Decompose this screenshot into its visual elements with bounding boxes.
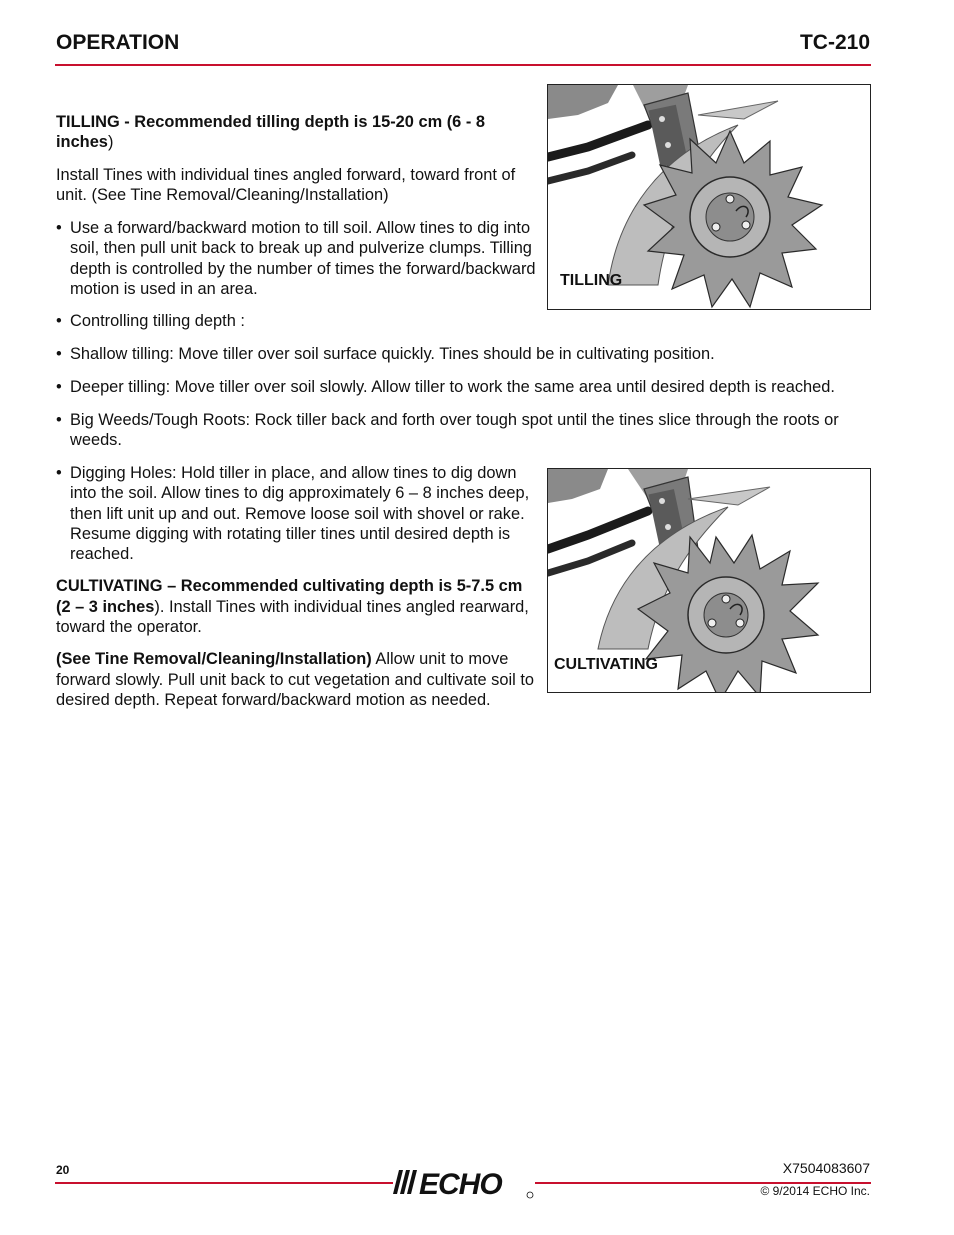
cultivating-caption: CULTIVATING [554, 656, 658, 673]
model-number: TC-210 [799, 31, 870, 54]
cultivating-note: (See Tine Removal/Cleaning/Installation) Allow unit to move forward slowly. Pull unit back to cut vegetation and cultivate soil to desired depth. Repeat forward/backward motion as needed. [56, 650, 535, 709]
copyright: © 9/2014 ECHO Inc. [760, 1184, 870, 1198]
cultivating-figure [547, 468, 871, 693]
header-rule [55, 64, 871, 66]
tilling-bullet-holes: • Digging Holes: Hold tiller in place, and allow tines to dig down into the soil. Allow tines to dig approximately 6 – 8 inches deep, then lift unit up and out. Remove loose soil with shovel or rake. Resume digging with rotating tiller tines until desired depth is reached. [56, 463, 538, 564]
tilling-figure [547, 84, 871, 310]
page-number: 20 [56, 1163, 70, 1177]
tilling-bullet-depth: • Controlling tilling depth : [56, 311, 538, 331]
echo-logo [393, 1166, 535, 1200]
depth-bullets [56, 344, 872, 450]
tilling-intro: Install Tines with individual tines angled forward, toward front of unit. (See Tine Removal/Cleaning/Installation) [56, 165, 516, 204]
cultivating-section [56, 463, 538, 710]
section-title: OPERATION [56, 31, 180, 54]
tilling-heading: TILLING - Recommended tilling depth is 15-20 cm (6 - 8 inches) [56, 113, 485, 152]
footer-rule-left [55, 1182, 393, 1184]
tilling-bullet-deeper: • Deeper tilling: Move tiller over soil slowly. Allow tiller to work the same area until desired depth is reached. [56, 377, 872, 397]
logo-wordmark: ECHO [419, 1168, 502, 1200]
tilling-caption: TILLING [560, 272, 623, 289]
part-number: X7504083607 [782, 1160, 870, 1176]
tilling-bullet-weeds: • Big Weeds/Tough Roots: Rock tiller back and forth over tough spot until the tines slice through the roots or weeds. [56, 410, 878, 451]
tilling-bullet-shallow: • Shallow tilling: Move tiller over soil surface quickly. Tines should be in cultivating position. [56, 344, 872, 364]
tilling-section [56, 112, 538, 332]
tilling-bullet-motion: • Use a forward/backward motion to till soil. Allow tines to dig into soil, then pull unit back to break up and pulverize clumps. Tilling depth is controlled by the number of times the forward/backward motion is used in an area. [56, 218, 538, 299]
cultivating-heading: CULTIVATING – Recommended cultivating depth is 5-7.5 cm (2 – 3 inches). Install Tines with individual tines angled rearward, toward the operator. [56, 577, 529, 637]
